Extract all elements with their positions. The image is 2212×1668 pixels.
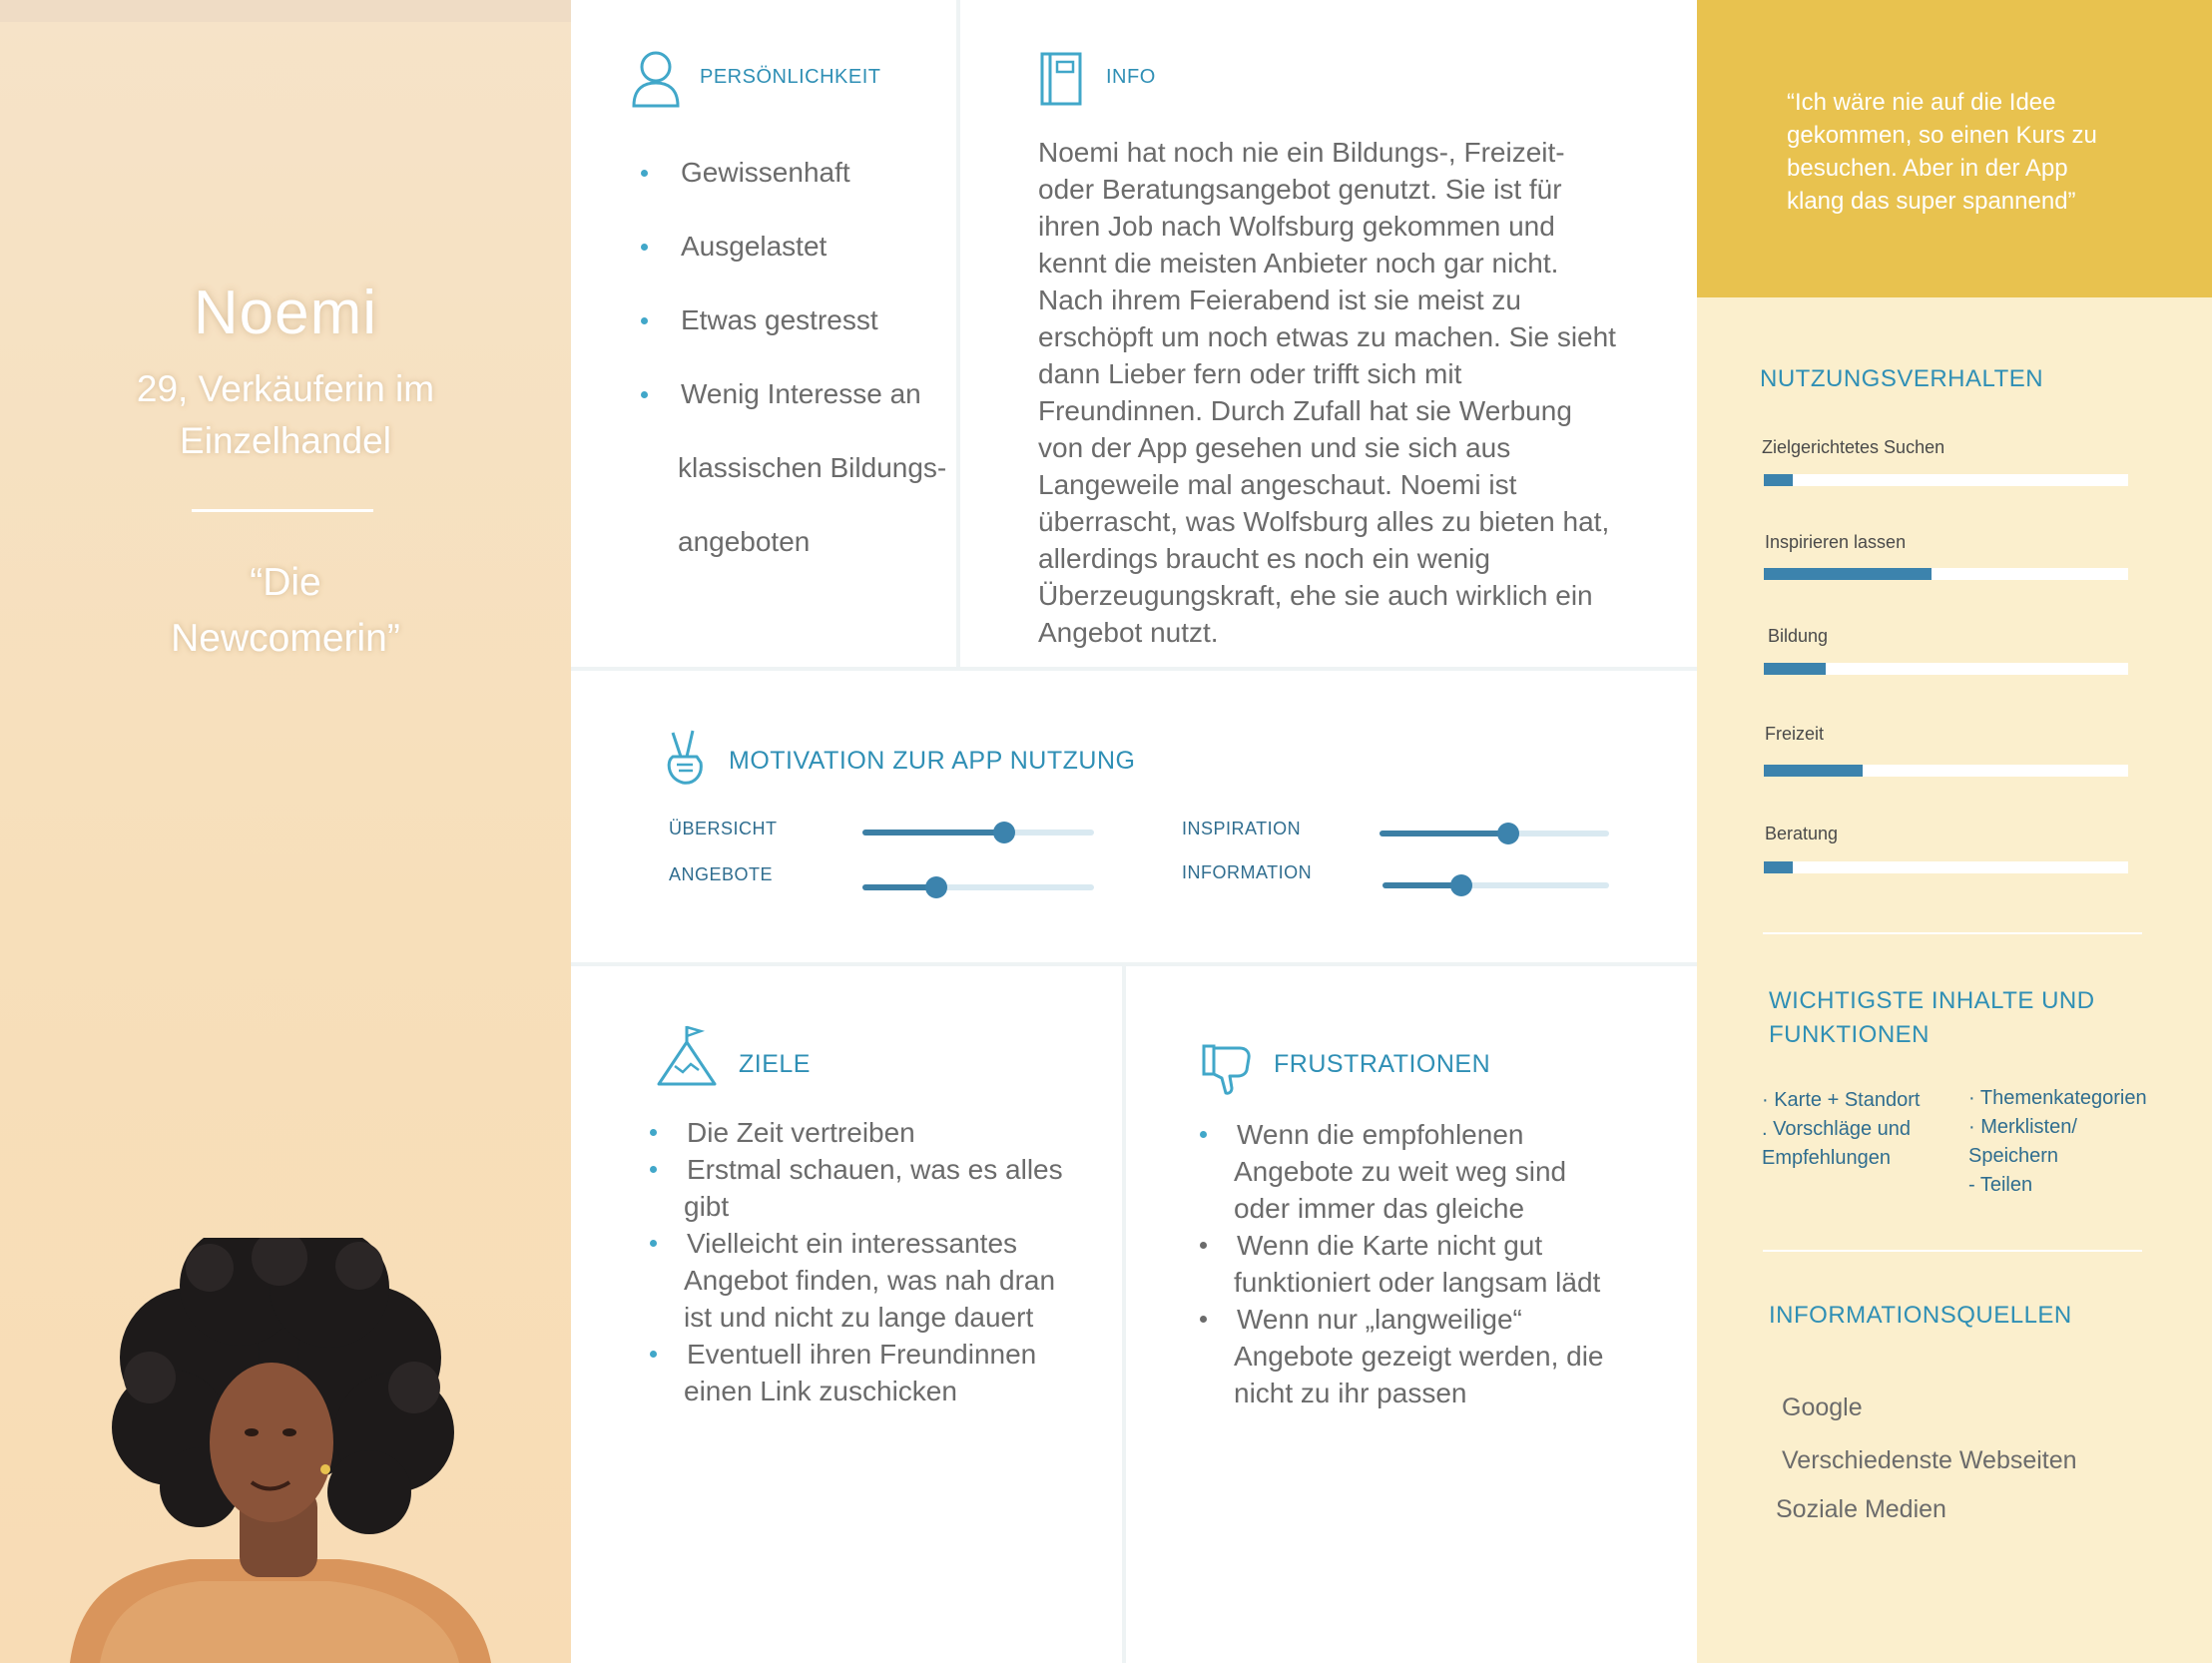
- info-line: Überzeugungskraft, ehe sie auch wirklich ein: [1038, 580, 1593, 611]
- goals-list: [647, 1114, 1086, 1409]
- list-item: Ausgelastet: [681, 210, 950, 283]
- sidebar-top-band: [0, 0, 571, 22]
- persona-subtitle: [96, 363, 475, 467]
- info-line: ihren Job nach Wolfsburg gekommen und: [1038, 211, 1555, 242]
- persona-nickname-line: Newcomerin”: [171, 617, 400, 660]
- motivation-slider-inspiration[interactable]: [1380, 831, 1609, 836]
- usage-label: Zielgerichtetes Suchen: [1762, 437, 1945, 457]
- feature-item: . Vorschläge und: [1762, 1118, 1911, 1140]
- feature-item: - Teilen: [1968, 1174, 2033, 1196]
- features-col-2: [1968, 1084, 2147, 1200]
- info-line: oder Beratungsangebot genutzt. Sie ist für: [1038, 174, 1562, 205]
- bullet-icon: [641, 391, 648, 398]
- usage-label: Bildung: [1768, 626, 1829, 646]
- info-line: von der App gesehen und sie sich aus: [1038, 432, 1511, 463]
- usage-bar-fill: [1764, 663, 1826, 675]
- persona-portrait: [40, 1238, 519, 1663]
- frustrations-list: [1197, 1116, 1666, 1411]
- info-line: überrascht, was Wolfsburg alles zu bieten hat,: [1038, 506, 1610, 537]
- info-line: erschöpft um noch etwas zu machen. Sie sieht: [1038, 321, 1616, 352]
- usage-label: Freizeit: [1765, 724, 1825, 744]
- motivation-slider-information[interactable]: [1382, 882, 1609, 888]
- quote-text: [1787, 86, 2146, 218]
- info-line: Freundinnen. Durch Zufall hat sie Werbung: [1038, 395, 1572, 426]
- motivation-slider-angebote[interactable]: [862, 884, 1094, 890]
- list-item: Gewissenhaft: [681, 136, 950, 210]
- usage-label: Beratung: [1765, 824, 1839, 843]
- usage-bar: [1764, 765, 2128, 777]
- motivation-title: MOTIVATION ZUR APP NUTZUNG: [729, 747, 1136, 775]
- source-item: Google: [1782, 1393, 1863, 1421]
- personality-title: PERSÖNLICHKEIT: [700, 66, 881, 88]
- motivation-slider-uebersicht[interactable]: [862, 830, 1094, 835]
- bullet-icon: [650, 1166, 657, 1173]
- persona-nickname: [100, 555, 471, 667]
- info-line: Noemi hat noch nie ein Bildungs-, Freizeit-: [1038, 137, 1565, 168]
- divider-horizontal: [571, 667, 1697, 671]
- thumbs-down-icon: [1202, 1044, 1254, 1096]
- mountain-flag-icon: [657, 1024, 719, 1086]
- info-text: [1038, 134, 1627, 651]
- user-icon: [631, 50, 681, 108]
- usage-title: NUTZUNGSVERHALTEN: [1760, 365, 2044, 392]
- info-line: Langeweile mal angeschaut. Noemi ist: [1038, 469, 1517, 500]
- bullet-icon: [1200, 1242, 1207, 1249]
- usage-bar: [1764, 861, 2128, 873]
- slider-fill: [862, 830, 1004, 835]
- usage-bar: [1764, 474, 2128, 486]
- usage-label: Inspirieren lassen: [1765, 532, 1907, 552]
- source-item: Verschiedenste Webseiten: [1782, 1446, 2077, 1474]
- bullet-icon: [1200, 1131, 1207, 1138]
- feature-item: · Merklisten/: [1968, 1116, 2077, 1138]
- list-item: Erstmal schauen, was es alles gibt: [647, 1151, 1086, 1225]
- list-item: Wenn die empfohlenen Angebote zu weit weg sind oder immer das gleiche: [1197, 1116, 1666, 1227]
- slider-knob[interactable]: [993, 822, 1015, 843]
- slider-label: INSPIRATION: [1182, 819, 1302, 838]
- usage-bar-fill: [1764, 765, 1863, 777]
- feature-item: · Karte + Standort: [1762, 1089, 1921, 1111]
- divider-vertical: [1122, 966, 1126, 1663]
- persona-nickname-line: “Die: [250, 561, 321, 604]
- persona-divider: [192, 509, 373, 512]
- info-title: INFO: [1106, 66, 1156, 88]
- list-item: Wenn die Karte nicht gut funktioniert oder langsam lädt: [1197, 1227, 1666, 1301]
- usage-bar: [1764, 663, 2128, 675]
- quote-line: besuchen. Aber in der App: [1787, 155, 2068, 182]
- features-col-1: [1762, 1086, 1920, 1173]
- victory-hand-icon: [663, 729, 707, 785]
- list-item: Die Zeit vertreiben: [647, 1114, 1086, 1151]
- notebook-icon: [1040, 52, 1082, 106]
- feature-item: Empfehlungen: [1762, 1147, 1891, 1169]
- bullet-icon: [650, 1240, 657, 1247]
- persona-name: Noemi: [193, 278, 378, 347]
- bullet-icon: [641, 244, 648, 251]
- quote-line: klang das super spannend”: [1787, 188, 2076, 215]
- features-title: WICHTIGSTE INHALTE UND FUNKTIONEN: [1769, 987, 2095, 1048]
- persona-subtitle-line: 29, Verkäuferin im: [136, 368, 435, 409]
- list-item: Vielleicht ein interessantes Angebot finden, was nah dran ist und nicht zu lange dauert: [647, 1225, 1086, 1336]
- bullet-icon: [641, 170, 648, 177]
- divider-vertical: [956, 0, 960, 667]
- info-line: dann Lieber fern oder trifft sich mit: [1038, 358, 1462, 389]
- persona-subtitle-line: Einzelhandel: [180, 420, 391, 461]
- personality-list: [678, 136, 950, 579]
- usage-bar: [1764, 568, 2128, 580]
- slider-label: INFORMATION: [1182, 862, 1313, 882]
- list-item: Etwas gestresst: [681, 283, 950, 357]
- usage-bar-fill: [1764, 568, 1932, 580]
- info-line: allerdings braucht es noch ein wenig: [1038, 543, 1490, 574]
- goals-title: ZIELE: [739, 1050, 811, 1078]
- divider: [1763, 932, 2142, 934]
- bullet-icon: [641, 317, 648, 324]
- info-line: Angebot nutzt.: [1038, 617, 1219, 648]
- slider-knob[interactable]: [925, 876, 947, 898]
- info-line: Nach ihrem Feierabend ist sie meist zu: [1038, 284, 1521, 315]
- usage-bar-fill: [1764, 861, 1793, 873]
- list-item-continuation: klassischen Bildungs-: [678, 452, 947, 483]
- divider: [1763, 1250, 2142, 1252]
- divider-horizontal: [571, 962, 1697, 966]
- feature-item: Speichern: [1968, 1145, 2059, 1167]
- source-item: Soziale Medien: [1776, 1495, 1946, 1523]
- bullet-icon: [1200, 1316, 1207, 1323]
- slider-knob[interactable]: [1497, 823, 1519, 844]
- slider-label: ÜBERSICHT: [669, 819, 778, 838]
- slider-knob[interactable]: [1450, 874, 1472, 896]
- slider-fill: [1380, 831, 1508, 836]
- quote-line: “Ich wäre nie auf die Idee: [1787, 89, 2056, 116]
- bullet-icon: [650, 1351, 657, 1358]
- slider-label: ANGEBOTE: [669, 864, 774, 884]
- list-item: Wenn nur „langweilige“ Angebote gezeigt werden, die nicht zu ihr passen: [1197, 1301, 1666, 1411]
- list-item: Wenig Interesse an: [681, 357, 950, 431]
- usage-bar-fill: [1764, 474, 1793, 486]
- quote-line: gekommen, so einen Kurs zu: [1787, 122, 2097, 149]
- sources-title: INFORMATIONSQUELLEN: [1769, 1302, 2072, 1329]
- bullet-icon: [650, 1129, 657, 1136]
- info-line: kennt die meisten Anbieter noch gar nicht.: [1038, 248, 1559, 278]
- feature-item: · Themenkategorien: [1968, 1087, 2147, 1109]
- list-item-continuation: angeboten: [678, 526, 811, 557]
- frustrations-title: FRUSTRATIONEN: [1274, 1050, 1491, 1078]
- list-item: Eventuell ihren Freundinnen einen Link zuschicken: [647, 1336, 1086, 1409]
